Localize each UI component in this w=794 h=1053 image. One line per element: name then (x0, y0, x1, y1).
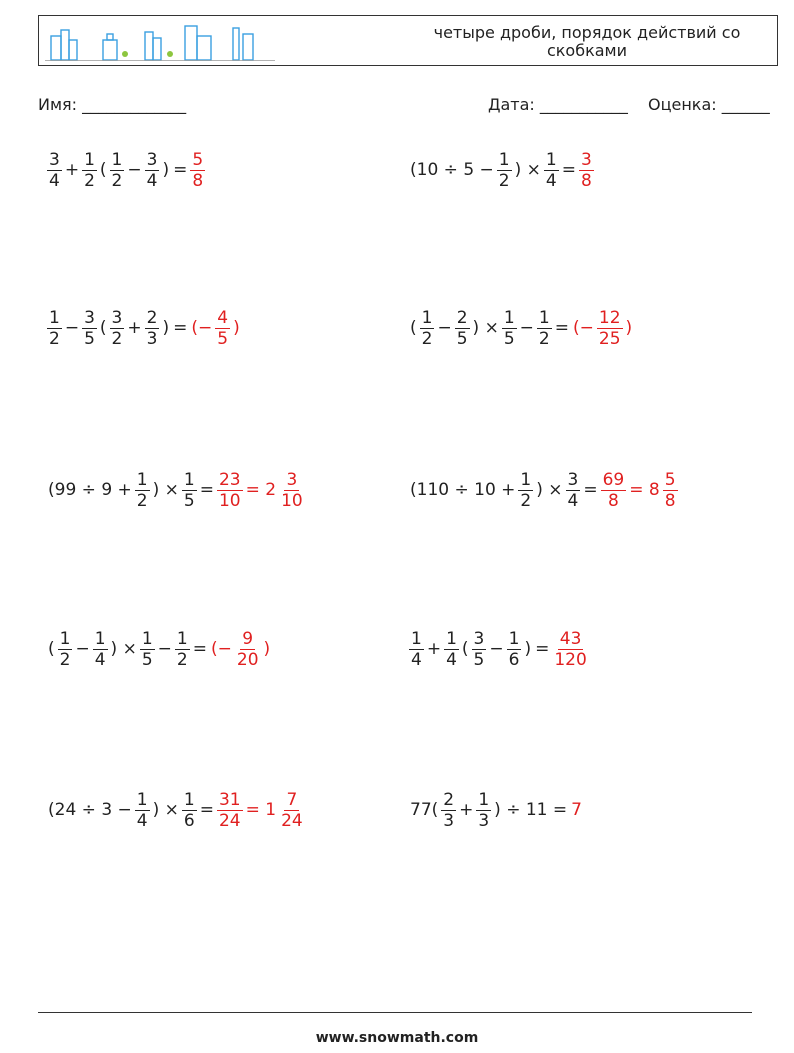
fraction (409, 629, 424, 670)
math-text: ( (48, 639, 55, 659)
math-text: (10 ÷ 5 − (410, 160, 494, 180)
math-text: − (75, 639, 90, 659)
numerator: 1 (111, 149, 123, 170)
math-text: = (173, 318, 188, 338)
denominator: 4 (567, 490, 579, 511)
fraction (502, 308, 517, 349)
numerator: 7 (286, 789, 298, 810)
fraction (47, 308, 62, 349)
math-text: = 8 (629, 480, 660, 500)
fraction (472, 629, 487, 670)
fraction (518, 470, 533, 511)
math-text: − (127, 160, 142, 180)
math-text: ) × (472, 318, 499, 338)
math-text: ) (524, 639, 532, 659)
problem-9 (46, 788, 306, 832)
numerator: 1 (176, 628, 188, 649)
numerator: 1 (411, 628, 422, 649)
math-text: 77( (410, 800, 439, 820)
denominator: 4 (545, 170, 557, 191)
fraction (217, 790, 243, 831)
denominator: 10 (281, 490, 303, 511)
math-text: ) × (152, 480, 179, 500)
numerator: 4 (217, 307, 229, 328)
math-text: ) (263, 639, 271, 659)
denominator: 5 (141, 649, 153, 670)
fraction (476, 790, 491, 831)
math-text: = (583, 480, 598, 500)
fraction (135, 470, 150, 511)
numerator: 1 (538, 307, 550, 328)
math-text: = 2 (245, 480, 277, 500)
denominator: 4 (94, 649, 106, 670)
math-text: (− (572, 318, 594, 338)
fraction (663, 470, 678, 511)
math-text: + (64, 160, 80, 180)
math-text: (110 ÷ 10 + (410, 480, 516, 500)
denominator: 5 (473, 649, 485, 670)
fraction (444, 629, 459, 670)
math-text: ) (625, 318, 633, 338)
numerator: 1 (94, 628, 106, 649)
denominator: 24 (281, 810, 303, 831)
fraction (93, 629, 108, 670)
math-text: 7 (571, 800, 582, 820)
footer-url: www.snowmath.com (315, 1030, 479, 1046)
city-buildings-logo (45, 22, 275, 62)
numerator: 12 (598, 307, 621, 328)
denominator: 3 (443, 810, 455, 831)
fraction (190, 150, 205, 191)
fraction (182, 470, 197, 511)
fraction (455, 308, 470, 349)
denominator: 24 (218, 810, 241, 831)
math-text: (24 ÷ 3 − (48, 800, 132, 820)
denominator: 6 (508, 649, 520, 670)
math-text: ) ÷ 11 = (494, 800, 568, 820)
math-text: ) × (536, 480, 563, 500)
math-text: = (561, 160, 576, 180)
math-text: = (199, 480, 214, 500)
fraction (215, 308, 230, 349)
numerator: 3 (567, 469, 579, 490)
problem-2 (408, 148, 595, 192)
problem-10 (408, 788, 584, 832)
math-text: ) × (110, 639, 137, 659)
math-text: (− (191, 318, 213, 338)
numerator: 3 (111, 307, 123, 328)
denominator: 8 (608, 490, 619, 511)
numerator: 1 (545, 149, 557, 170)
worksheet-header (38, 15, 778, 66)
fraction (552, 629, 588, 670)
denominator: 2 (176, 649, 188, 670)
numerator: 1 (183, 469, 195, 490)
numerator: 3 (146, 149, 158, 170)
fraction (145, 308, 160, 349)
math-text: − (64, 318, 80, 338)
fraction (507, 629, 522, 670)
fraction (145, 150, 160, 191)
fraction (110, 150, 125, 191)
math-text: − (437, 318, 452, 338)
math-text: (− (210, 639, 232, 659)
name-field: Имя: _____________ (38, 95, 187, 114)
fraction (58, 629, 73, 670)
denominator: 8 (192, 170, 204, 191)
numerator: 3 (84, 307, 95, 328)
denominator: 4 (411, 649, 422, 670)
math-text: ) × (152, 800, 179, 820)
fraction (135, 790, 150, 831)
denominator: 2 (84, 170, 95, 191)
math-text: = (535, 639, 550, 659)
numerator: 5 (192, 149, 204, 170)
math-text: ( (99, 318, 107, 338)
denominator: 5 (84, 328, 95, 349)
denominator: 2 (421, 328, 433, 349)
numerator: 1 (520, 469, 532, 490)
fraction (82, 150, 97, 191)
denominator: 5 (456, 328, 468, 349)
footer-divider (38, 1012, 752, 1013)
math-text: − (489, 639, 504, 659)
numerator: 1 (136, 469, 148, 490)
math-text: ( (461, 639, 469, 659)
fraction (140, 629, 155, 670)
numerator: 1 (421, 307, 433, 328)
math-text: = (173, 160, 188, 180)
math-text: − (157, 639, 172, 659)
problem-7 (46, 627, 272, 671)
numerator: 2 (456, 307, 468, 328)
denominator: 5 (503, 328, 515, 349)
denominator: 5 (217, 328, 229, 349)
fraction (544, 150, 559, 191)
denominator: 2 (538, 328, 550, 349)
fraction (47, 150, 62, 191)
problem-4 (408, 306, 634, 350)
denominator: 3 (146, 328, 158, 349)
denominator: 4 (146, 170, 158, 191)
fraction (420, 308, 435, 349)
problem-5 (46, 468, 306, 512)
fraction (497, 150, 512, 191)
math-text: (99 ÷ 9 + (48, 480, 132, 500)
numerator: 3 (580, 149, 592, 170)
denominator: 2 (136, 490, 148, 511)
math-text: ) (233, 318, 240, 338)
numerator: 1 (136, 789, 148, 810)
numerator: 1 (478, 789, 490, 810)
numerator: 3 (286, 469, 298, 490)
numerator: 2 (443, 789, 455, 810)
numerator: 3 (49, 149, 60, 170)
fraction (82, 308, 97, 349)
numerator: 1 (446, 628, 457, 649)
fraction (235, 629, 261, 670)
fraction (110, 308, 125, 349)
numerator: 1 (183, 789, 195, 810)
numerator: 1 (49, 307, 60, 328)
denominator: 120 (554, 649, 587, 670)
numerator: 1 (503, 307, 515, 328)
math-text: = 1 (245, 800, 277, 820)
fraction (579, 150, 594, 191)
date-field: Дата: ___________ (488, 95, 628, 114)
denominator: 2 (520, 490, 532, 511)
math-text: + (426, 639, 442, 659)
math-text: = (554, 318, 569, 338)
math-text: − (519, 318, 534, 338)
numerator: 23 (218, 469, 241, 490)
denominator: 25 (598, 328, 621, 349)
fraction (217, 470, 243, 511)
denominator: 2 (49, 328, 60, 349)
numerator: 43 (559, 628, 582, 649)
denominator: 5 (183, 490, 195, 511)
denominator: 2 (111, 328, 123, 349)
numerator: 2 (146, 307, 158, 328)
numerator: 1 (84, 149, 95, 170)
math-text: ( (99, 160, 107, 180)
math-text: = (192, 639, 207, 659)
problem-3 (46, 306, 242, 350)
denominator: 3 (478, 810, 490, 831)
numerator: 5 (664, 469, 676, 490)
denominator: 2 (59, 649, 71, 670)
worksheet-title: четыре дроби, порядок действий со скобками (433, 23, 741, 60)
fraction (279, 790, 305, 831)
math-text: + (127, 318, 142, 338)
math-text: = (199, 800, 214, 820)
numerator: 3 (473, 628, 485, 649)
fraction (279, 470, 305, 511)
denominator: 2 (111, 170, 123, 191)
problem-6 (408, 468, 679, 512)
denominator: 4 (49, 170, 60, 191)
denominator: 8 (664, 490, 676, 511)
math-text: ) (162, 318, 170, 338)
problem-1 (46, 148, 206, 192)
fraction (597, 308, 623, 349)
fraction (601, 470, 627, 511)
denominator: 4 (446, 649, 457, 670)
denominator: 8 (580, 170, 592, 191)
numerator: 1 (59, 628, 71, 649)
denominator: 6 (183, 810, 195, 831)
numerator: 1 (498, 149, 510, 170)
denominator: 10 (218, 490, 241, 511)
score-field: Оценка: ______ (648, 95, 770, 114)
math-text: ) × (514, 160, 541, 180)
math-text: ( (410, 318, 417, 338)
numerator: 9 (242, 628, 254, 649)
numerator: 1 (141, 628, 153, 649)
math-text: ) (162, 160, 170, 180)
fraction (182, 790, 197, 831)
problem-8 (408, 627, 590, 671)
denominator: 20 (236, 649, 259, 670)
fraction (441, 790, 456, 831)
numerator: 69 (602, 469, 625, 490)
fraction (566, 470, 581, 511)
denominator: 4 (136, 810, 148, 831)
denominator: 2 (498, 170, 510, 191)
numerator: 31 (218, 789, 241, 810)
numerator: 1 (508, 628, 520, 649)
math-text: + (459, 800, 474, 820)
fraction (175, 629, 190, 670)
fraction (537, 308, 552, 349)
